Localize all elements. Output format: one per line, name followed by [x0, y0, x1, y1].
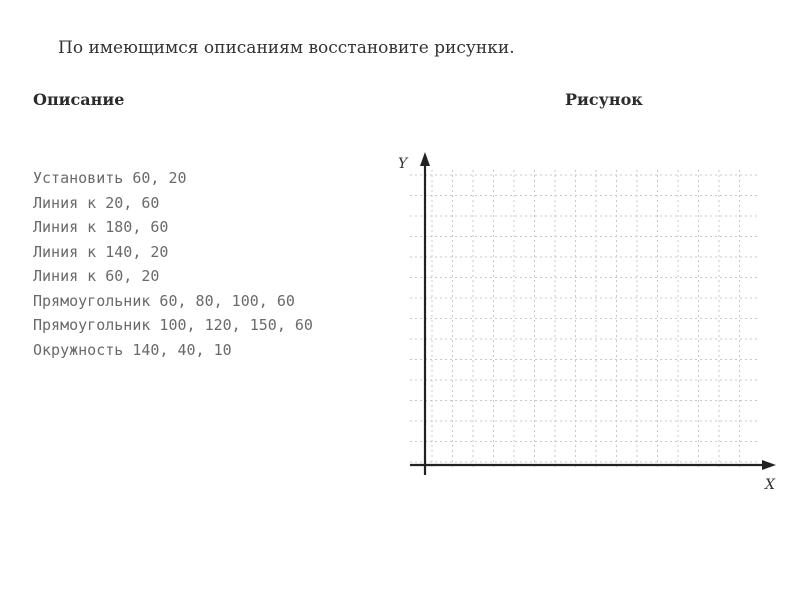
coordinate-grid [380, 150, 790, 495]
y-axis [398, 152, 430, 475]
description-column-heading: Описание [33, 90, 125, 109]
y-axis-label: Y [398, 156, 408, 172]
x-axis [410, 460, 776, 493]
picture-column-heading: Рисунок [565, 90, 643, 109]
command-line: Окружность 140, 40, 10 [33, 340, 232, 359]
command-line: Линия к 140, 20 [33, 242, 169, 261]
command-line: Прямоугольник 100, 120, 150, 60 [33, 316, 313, 334]
command-line: Линия к 180, 60 [33, 218, 169, 236]
x-axis-arrow [762, 460, 776, 470]
x-axis-label: X [765, 477, 775, 493]
command-list [33, 166, 313, 362]
task-instruction: По имеющимся описаниям восстановите рисунки. [58, 38, 515, 58]
command-line: Линия к 60, 20 [33, 267, 160, 285]
command-line: Прямоугольник 60, 80, 100, 60 [33, 291, 295, 310]
coordinate-grid-svg [380, 150, 790, 495]
command-line: Линия к 20, 60 [33, 193, 160, 212]
command-line: Установить 60, 20 [33, 169, 187, 187]
y-axis-arrow [420, 152, 430, 166]
grid-lines [410, 170, 758, 468]
